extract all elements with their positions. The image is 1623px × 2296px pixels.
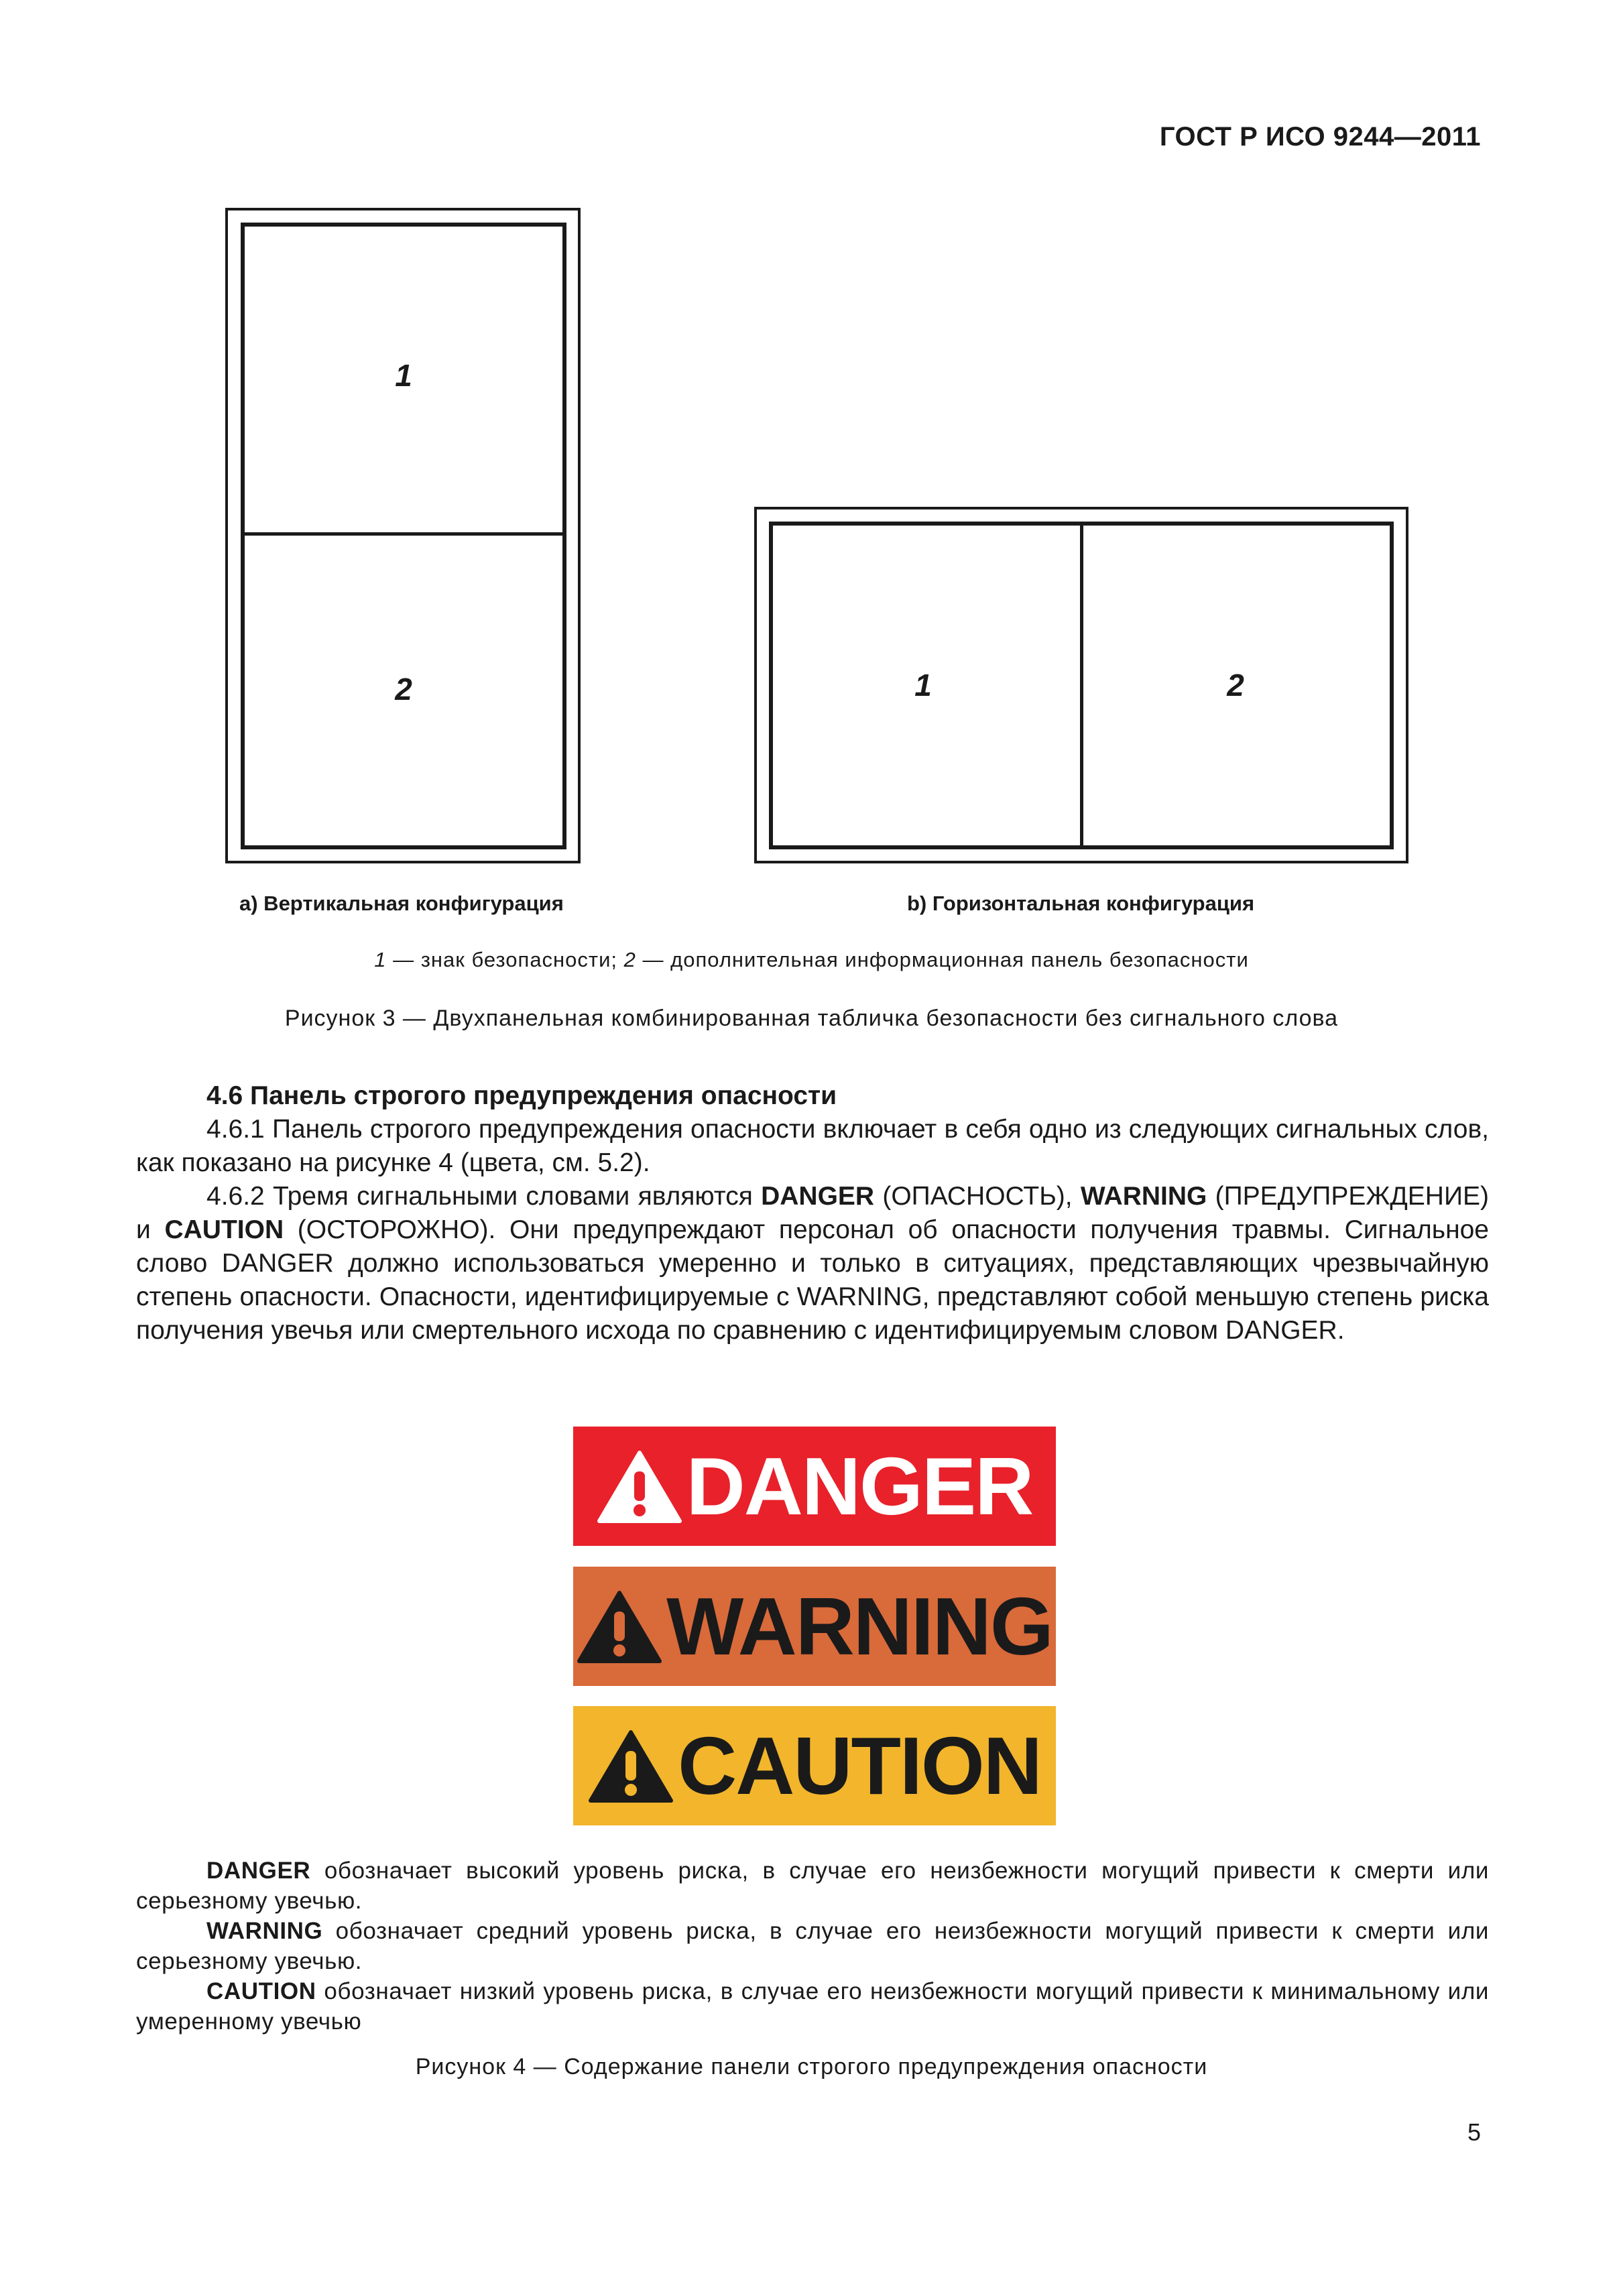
warning-sign bbox=[573, 1567, 1056, 1686]
vertical-panel-2-label: 2 bbox=[395, 672, 412, 707]
horizontal-panel-divider bbox=[1080, 522, 1083, 849]
p2-text-1: 4.6.2 Тремя сигнальными словами являются bbox=[206, 1182, 762, 1211]
paragraph-4-6-1: 4.6.1 Панель строгого предупреждения опасности включает в себя одно из следующих сигнальных слов, как показано на рисунке 4 (цвета, см. 5.2). bbox=[136, 1115, 1489, 1177]
danger-definition-term: DANGER bbox=[206, 1858, 311, 1884]
vertical-panel-divider bbox=[241, 532, 566, 536]
warning-triangle-icon bbox=[588, 1728, 674, 1803]
p2-text-3: (ПРЕДУПРЕЖДЕНИЕ) и bbox=[136, 1182, 1489, 1244]
page-number: 5 bbox=[1467, 2118, 1481, 2146]
legend-text-2: — дополнительная информационная панель безопасности bbox=[636, 948, 1249, 971]
danger-definition-text: обозначает высокий уровень риска, в случае его неизбежности могущий привести к смерти или серьезному увечью. bbox=[136, 1858, 1489, 1914]
warning-triangle-icon bbox=[597, 1449, 682, 1524]
legend-text-1: — знак безопасности; bbox=[386, 948, 624, 971]
p2-term-danger: DANGER bbox=[761, 1182, 875, 1211]
figure-4-caption: Рисунок 4 — Содержание панели строгого предупреждения опасности bbox=[415, 2054, 1208, 2079]
p2-term-warning: WARNING bbox=[1080, 1182, 1207, 1211]
section-title: 4.6 Панель строгого предупреждения опасности bbox=[206, 1081, 837, 1110]
warning-definition bbox=[136, 1916, 1489, 1976]
figure-3-legend bbox=[0, 948, 1623, 972]
horizontal-configuration-caption: b) Горизонтальная конфигурация bbox=[907, 892, 1255, 915]
vertical-configuration-caption: а) Вертикальная конфигурация bbox=[239, 892, 564, 915]
legend-number-2: 2 bbox=[623, 948, 636, 971]
p2-text-2: (ОПАСНОСТЬ), bbox=[874, 1182, 1081, 1211]
warning-sign-word: WARNING bbox=[666, 1581, 1053, 1672]
caution-sign bbox=[573, 1706, 1056, 1825]
warning-definition-term: WARNING bbox=[206, 1918, 323, 1944]
figure-3-caption: Рисунок 3 — Двухпанельная комбинированная табличка безопасности без сигнального слова bbox=[284, 1006, 1339, 1031]
caution-definition-term: CAUTION bbox=[206, 1978, 316, 2004]
paragraph-4-6-2 bbox=[136, 1180, 1489, 1347]
signal-word-definitions bbox=[136, 1856, 1489, 2037]
caution-definition bbox=[136, 1976, 1489, 2037]
document-header: ГОСТ Р ИСО 9244—2011 bbox=[1159, 122, 1481, 152]
danger-sign-word: DANGER bbox=[686, 1441, 1033, 1532]
warning-definition-text: обозначает средний уровень риска, в случае его неизбежности могущий привести к смерти или серьезному увечью. bbox=[136, 1918, 1489, 1974]
warning-triangle-icon bbox=[577, 1589, 662, 1664]
horizontal-panel-1-label: 1 bbox=[914, 668, 932, 703]
p2-term-caution: CAUTION bbox=[164, 1215, 284, 1244]
danger-definition bbox=[136, 1856, 1489, 1916]
horizontal-panel-2-label: 2 bbox=[1227, 668, 1244, 703]
section-4-6 bbox=[136, 1079, 1489, 1347]
danger-sign bbox=[573, 1427, 1056, 1546]
legend-number-1: 1 bbox=[374, 948, 387, 971]
caution-sign-word: CAUTION bbox=[678, 1720, 1041, 1811]
vertical-inner-frame bbox=[241, 223, 566, 849]
p2-text-4: (ОСТОРОЖНО). Они предупреждают персонал об опасности получения травмы. Сигнальное слово DANGER должно использоваться умеренно и только в ситуациях, представляющих чрезвычайную степень опасности. Опасности, идентифицируемые с WARNING, представляют собой меньшую степень риска получения увечья или смертельного исхода по сравнению с идентифицируемым словом DANGER. bbox=[136, 1215, 1489, 1345]
vertical-panel-1-label: 1 bbox=[395, 358, 412, 393]
caution-definition-text: обозначает низкий уровень риска, в случае его неизбежности могущий привести к минимальному или умеренному увечью bbox=[136, 1978, 1489, 2035]
